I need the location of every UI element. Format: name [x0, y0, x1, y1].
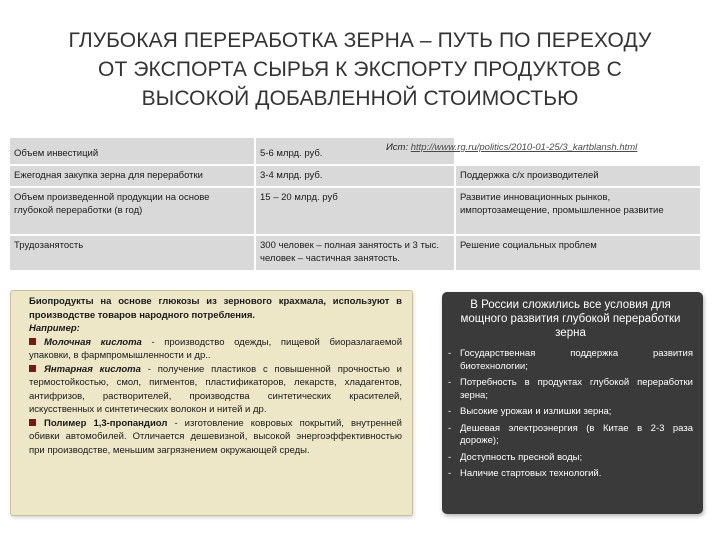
list-item: - Дешевая электроэнергия (в Китае в 2-3 раза дороже); [448, 423, 693, 448]
table-cell: 15 – 20 млрд. руб [256, 188, 456, 234]
table-cell: 5-6 млрд. руб. [256, 138, 456, 164]
table-cell: Ежегодная закупка зерна для переработки [10, 166, 256, 186]
list-item: - Наличие стартовых технологий. [448, 468, 693, 481]
item-text: - получение пластиков с повышенной прочностью и термостойкостью, смол, пигментов, пластификаторов, лекарств, хладагентов, антифризов, растворителей, производства синтетических красителей, искусственных и синтетических волокон и нитей и др. [29, 363, 402, 415]
table-cell: Поддержка с/х производителей [456, 166, 700, 186]
bioproducts-intro: Биопродукты на основе глюкозы из зернового крахмала, используют в производстве товаров народного потребления. [29, 296, 402, 321]
title-line-2: ОТ ЭКСПОРТА СЫРЬЯ К ЭКСПОРТУ ПРОДУКТОВ С [98, 58, 622, 81]
table-row [10, 166, 700, 188]
item-text: - производство одежды, пищевой биоразлагаемой упаковки, в фармпромышленности и др.. [29, 336, 403, 361]
table-row [10, 188, 700, 236]
item-term: Полимер 1,3-пропандиол [44, 417, 168, 429]
table-cell: Объем инвестиций [10, 138, 256, 164]
list-item: - Государственная поддержка развития биотехнологии; [448, 348, 693, 373]
table-cell: Развитие инновационных рынков, импортозамещение, промышленное развитие [456, 188, 700, 234]
table-row [10, 236, 700, 272]
list-item [29, 336, 402, 363]
example-label: Например: [29, 323, 80, 334]
table-row [10, 138, 700, 166]
title-line-1: ГЛУБОКАЯ ПЕРЕРАБОТКА ЗЕРНА – ПУТЬ ПО ПЕРЕХОДУ [68, 29, 652, 52]
item-text: - изготовление ковровых покрытий, внутренней обивки автомобилей. Отличается дешевизной, высокой энергоэффективностью при производстве, меньшим загрязнением окружающей среды. [29, 417, 402, 456]
list-item [29, 363, 402, 417]
list-item [29, 417, 402, 458]
title-line-3: ВЫСОКОЙ ДОБАВЛЕННОЙ СТОИМОСТЬЮ [141, 87, 579, 110]
square-bullet-icon [29, 419, 36, 426]
table-cell: 3-4 млрд. руб. [256, 166, 456, 186]
source-link[interactable]: http://www.rg.ru/politics/2010-01-25/3_kartblansh.html [410, 142, 638, 153]
square-bullet-icon [29, 365, 36, 372]
item-term: Молочная кислота [44, 336, 142, 348]
investment-table [10, 138, 700, 272]
list-item: - Потребность в продуктах глубокой переработки зерна; [448, 377, 693, 402]
conditions-list [448, 348, 693, 481]
list-item: - Доступность пресной воды; [448, 452, 693, 465]
source-citation [386, 138, 700, 164]
conditions-heading: В России сложились все условия для мощного развития глубокой переработки зерна [460, 299, 681, 339]
table-cell: Объем произведенной продукции на основе глубокой переработки (в год) [10, 188, 256, 234]
table-cell: Трудозанятость [10, 236, 256, 270]
square-bullet-icon [29, 338, 36, 345]
table-cell: Решение социальных проблем [456, 236, 700, 270]
item-term: Янтарная кислота [44, 363, 141, 375]
source-prefix: Ист: [386, 142, 409, 153]
bioproducts-box [10, 290, 413, 516]
list-item: - Высокие урожаи и излишки зерна; [448, 406, 693, 419]
slide-title [20, 26, 700, 113]
table-cell: 300 человек – полная занятость и 3 тыс. человек – частичная занятость. [256, 236, 456, 270]
conditions-box [442, 292, 703, 514]
